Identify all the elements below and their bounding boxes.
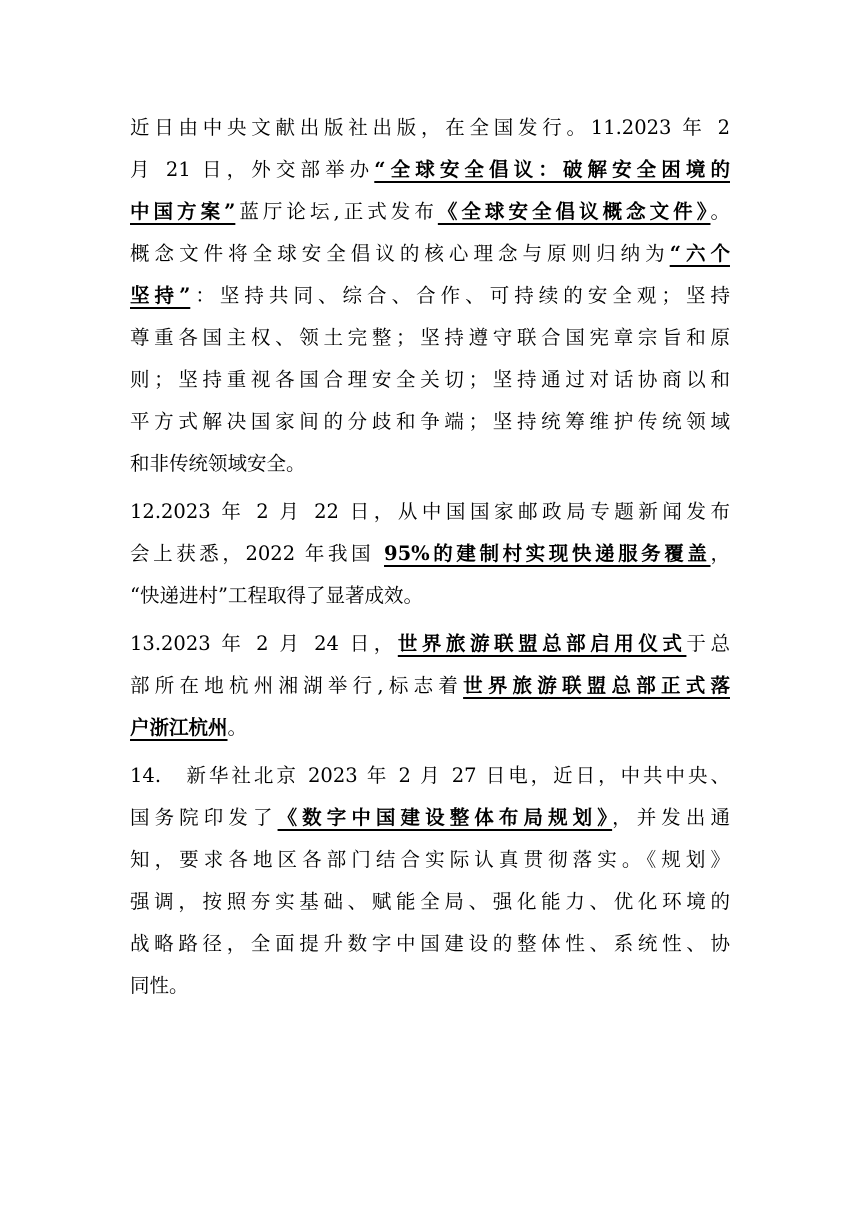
text-line (130, 318, 730, 358)
text-line (130, 492, 730, 532)
highlighted-text: 《全球安全倡议概念文件》 (437, 200, 711, 223)
text-segment: 14. 新华社北京 2023 年 2 月 27 日电，近日，中共中央、 (130, 764, 730, 787)
text-line (130, 798, 730, 838)
highlighted-text: 《数字中国建设整体布局规划》 (277, 806, 613, 829)
highlighted-text: “全球安全倡议：破解安全困境的 (374, 158, 730, 181)
highlighted-text: 户浙江杭州 (130, 716, 228, 739)
highlighted-text: 坚持” (130, 284, 191, 307)
text-segment: 蓝厅论坛,正式发布 (235, 200, 438, 223)
highlighted-text: “六个 (669, 242, 730, 265)
text-segment: 13.2023 年 2 月 24 日， (130, 632, 398, 655)
text-segment: 近日由中央文献出版社出版，在全国发行。11.2023 年 2 (130, 116, 730, 139)
text-segment: 尊重各国主权、领土完整；坚持遵守联合国宪章宗旨和原 (130, 326, 730, 349)
text-line (130, 624, 730, 664)
text-segment: 平方式解决国家间的分歧和争端；坚持统筹维护传统领域 (130, 410, 730, 433)
text-segment: “快递进村”工程取得了显著成效。 (130, 584, 423, 607)
text-line (130, 708, 730, 748)
text-line (130, 276, 730, 316)
text-segment: ，并发出通 (612, 806, 730, 829)
text-line (130, 360, 730, 400)
text-line (130, 882, 730, 922)
text-segment: ， (710, 542, 730, 565)
text-line (130, 402, 730, 442)
text-segment: ：坚持共同、综合、合作、可持续的安全观；坚持 (190, 284, 730, 307)
text-line (130, 966, 730, 1006)
text-segment: 同性。 (130, 974, 189, 997)
text-segment: 部所在地杭州湘湖举行,标志着 (130, 674, 464, 697)
text-line (130, 756, 730, 796)
text-segment: 知，要求各地区各部门结合实际认真贯彻落实。《规划》 (130, 848, 730, 871)
text-segment: 月 21 日，外交部举办 (130, 158, 375, 181)
text-segment: 12.2023 年 2 月 22 日，从中国国家邮政局专题新闻发布 (130, 500, 730, 523)
text-line (130, 666, 730, 706)
text-segment: 。 (710, 200, 730, 223)
text-line (130, 444, 730, 484)
text-line (130, 534, 730, 574)
text-segment: 于总 (686, 632, 730, 655)
text-line (130, 840, 730, 880)
text-segment: 和非传统领域安全。 (130, 452, 306, 475)
text-segment: 国务院印发了 (130, 806, 278, 829)
highlighted-text: 95%的建制村实现快递服务覆盖 (384, 542, 711, 565)
text-segment: 。 (227, 716, 248, 739)
text-line (130, 924, 730, 964)
text-segment: 则；坚持重视各国合理安全关切；坚持通过对话协商以和 (130, 368, 730, 391)
highlighted-text: 中国方案” (130, 200, 236, 223)
text-segment: 战略路径，全面提升数字中国建设的整体性、系统性、协 (130, 932, 730, 955)
text-segment: 强调，按照夯实基础、赋能全局、强化能力、优化环境的 (130, 890, 730, 913)
highlighted-text: 世界旅游联盟总部正式落 (463, 674, 730, 697)
text-line (130, 108, 730, 148)
text-line (130, 234, 730, 274)
highlighted-text: 世界旅游联盟总部启用仪式 (397, 632, 687, 655)
text-segment: 概念文件将全球安全倡议的核心理念与原则归纳为 (130, 242, 670, 265)
text-line (130, 192, 730, 232)
text-segment: 会上获悉，2022 年我国 (130, 542, 385, 565)
text-line (130, 150, 730, 190)
text-line (130, 576, 730, 616)
